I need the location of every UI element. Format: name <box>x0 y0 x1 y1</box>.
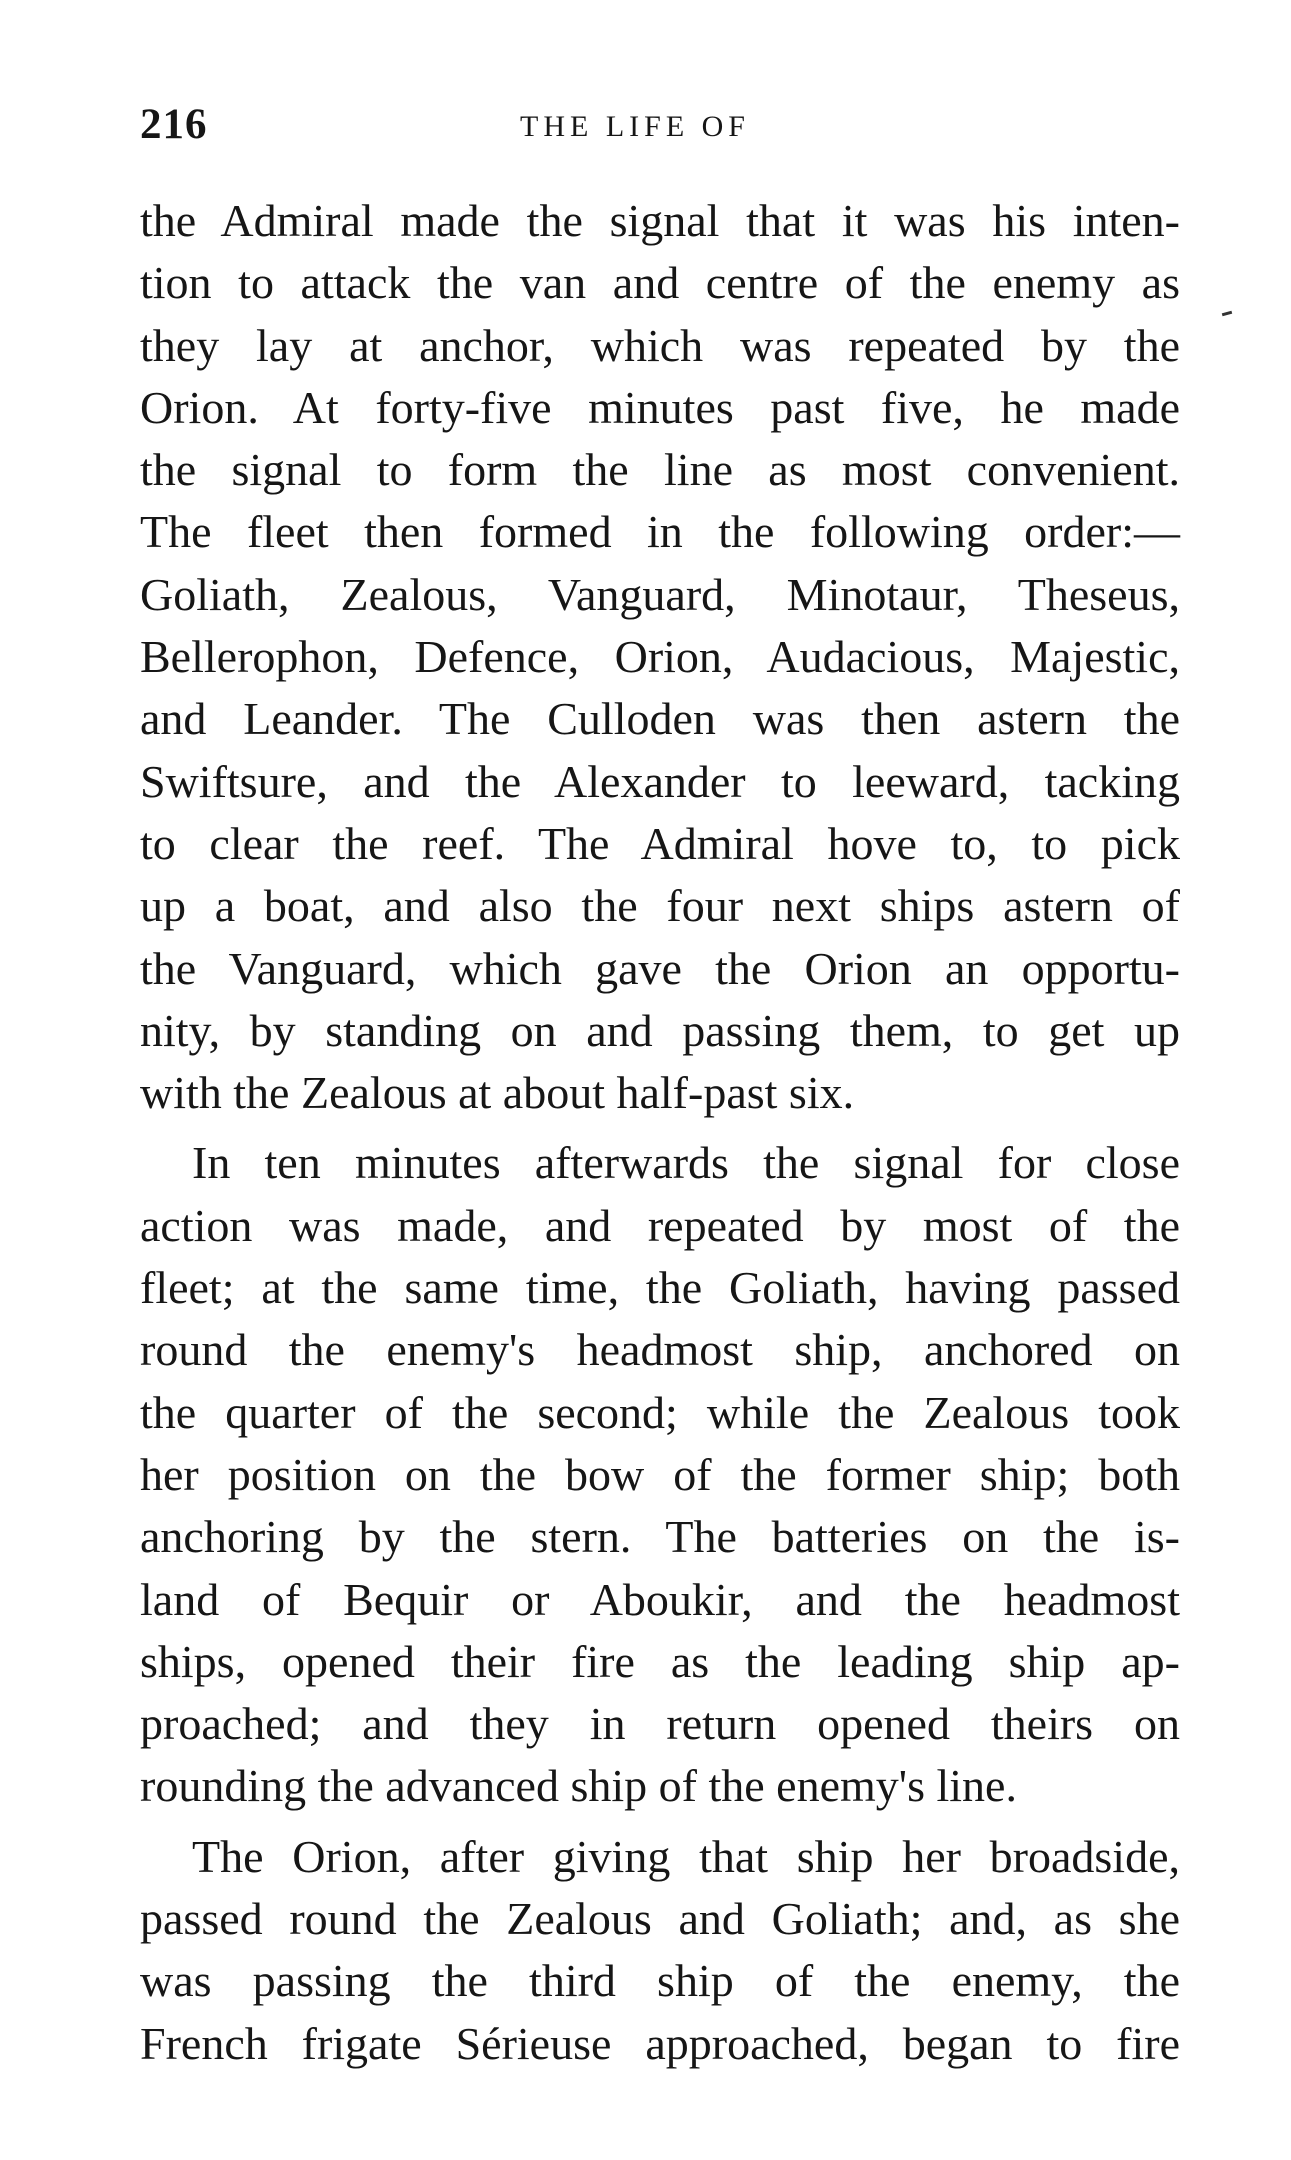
text-line: the Admiral made the signal that it was his inten- <box>140 195 1180 246</box>
text-line: rounding the advanced ship of the enemy's line. <box>140 1760 1017 1812</box>
text-line: Swiftsure, and the Alexander to leeward, tacking <box>140 755 1180 807</box>
text-line: The Orion, after giving that ship her broadside, <box>192 1830 1180 1882</box>
text-line: to clear the reef. The Admiral hove to, to pick <box>140 817 1180 869</box>
text-line: with the Zealous at about half-past six. <box>140 1067 855 1119</box>
page-header <box>140 100 1180 160</box>
text-line: the Vanguard, which gave the Orion an opportu- <box>140 942 1180 994</box>
body-text <box>140 190 1180 2075</box>
text-line: French frigate Sérieuse approached, began to fire <box>140 2017 1180 2069</box>
text-line: anchoring by the stern. The batteries on the is- <box>140 1511 1180 1563</box>
text-line: they lay at anchor, which was repeated by the <box>140 319 1180 371</box>
text-line: was passing the third ship of the enemy, the <box>140 1955 1180 2007</box>
text-line: round the enemy's headmost ship, anchored on <box>140 1324 1180 1376</box>
page-number: 216 <box>140 101 208 148</box>
text-line: the signal to form the line as most convenient. <box>140 444 1180 496</box>
text-line: Orion. At forty-five minutes past five, he made <box>140 381 1180 433</box>
running-head: THE LIFE OF <box>520 110 750 143</box>
paragraph-2 <box>140 1132 1180 1817</box>
text-line: Bellerophon, Defence, Orion, Audacious, Majestic, <box>140 631 1180 683</box>
text-line: Goliath, Zealous, Vanguard, Minotaur, Theseus, <box>140 568 1180 620</box>
text-line: action was made, and repeated by most of the <box>140 1199 1180 1251</box>
text-line: ships, opened their fire as the leading ship ap- <box>140 1635 1180 1687</box>
text-line: and Leander. The Culloden was then astern the <box>140 693 1180 745</box>
margin-mark <box>1222 311 1232 316</box>
text-line: proached; and they in return opened theirs on <box>140 1698 1180 1750</box>
text-line: fleet; at the same time, the Goliath, having passed <box>140 1262 1180 1314</box>
text-line: her position on the bow of the former ship; both <box>140 1448 1180 1500</box>
text-line: passed round the Zealous and Goliath; and, as she <box>140 1893 1180 1945</box>
paragraph-gap <box>140 1124 1180 1132</box>
paragraph-1 <box>140 190 1180 1124</box>
text-line: In ten minutes afterwards the signal for close <box>192 1137 1180 1189</box>
text-line: tion to attack the van and centre of the enemy as <box>140 257 1180 309</box>
text-line: The fleet then formed in the following order:— <box>140 506 1180 558</box>
text-line: land of Bequir or Aboukir, and the headmost <box>140 1573 1180 1625</box>
text-line: up a boat, and also the four next ships astern of <box>140 880 1180 932</box>
text-line: the quarter of the second; while the Zealous took <box>140 1386 1180 1438</box>
text-line: nity, by standing on and passing them, to get up <box>140 1004 1180 1056</box>
paragraph-3 <box>140 1826 1180 2075</box>
paragraph-gap <box>140 1818 1180 1826</box>
